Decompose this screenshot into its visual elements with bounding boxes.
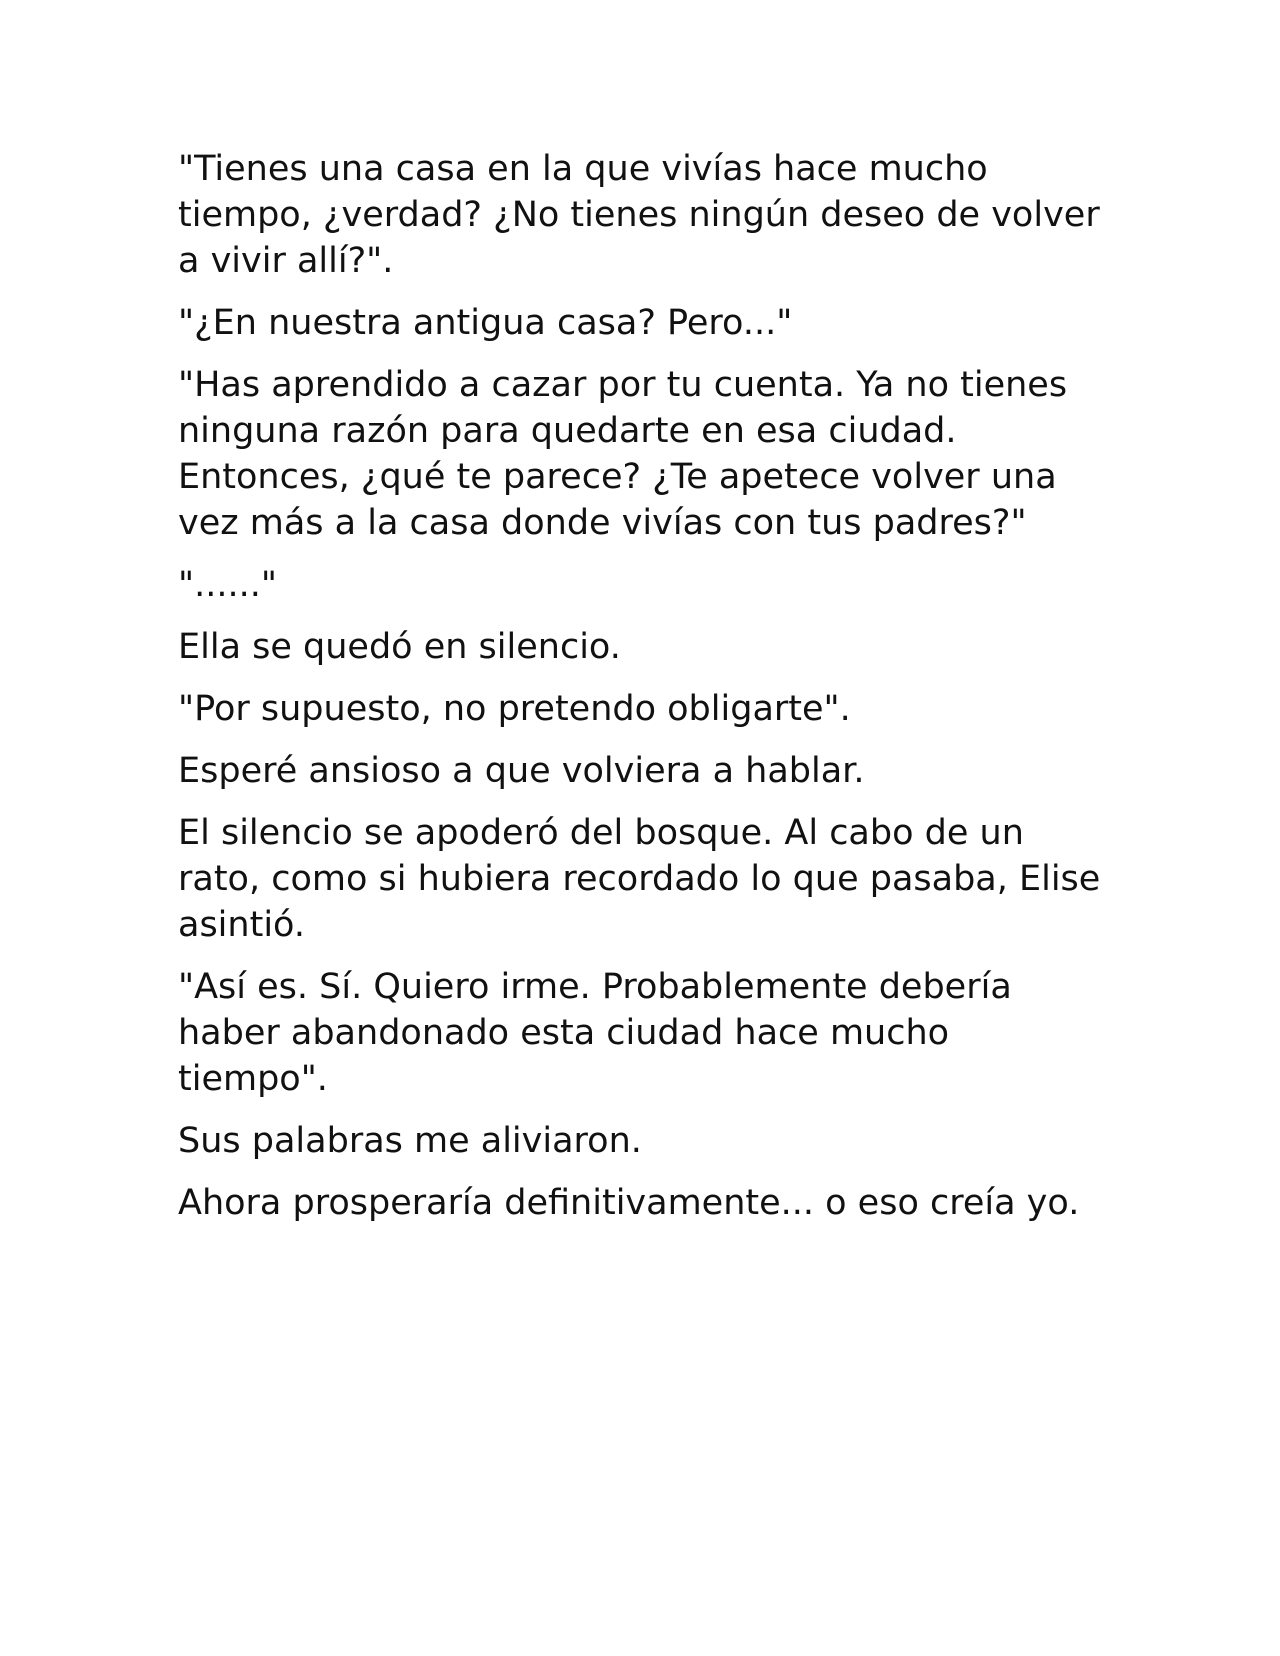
paragraph: Ahora prosperaría definitivamente... o eso creía yo. bbox=[178, 1183, 1080, 1223]
paragraph: "......" bbox=[178, 565, 277, 605]
paragraph: "Has aprendido a cazar por tu cuenta. Ya no tienes ninguna razón para quedarte en esa ciudad. Entonces, ¿qué te parece? ¿Te apetece volver una vez más a la casa donde vivías con tus padres?" bbox=[178, 365, 1068, 543]
paragraph: "Por supuesto, no pretendo obligarte". bbox=[178, 689, 851, 729]
paragraph: El silencio se apoderó del bosque. Al cabo de un rato, como si hubiera recordado lo que pasaba, Elise asintió. bbox=[178, 813, 1101, 945]
paragraph: "Así es. Sí. Quiero irme. Probablemente debería haber abandonado esta ciudad hace mucho tiempo". bbox=[178, 967, 1012, 1099]
document-body bbox=[178, 146, 1108, 1242]
paragraph: Ella se quedó en silencio. bbox=[178, 627, 621, 667]
paragraph: Sus palabras me aliviaron. bbox=[178, 1121, 642, 1161]
paragraph: Esperé ansioso a que volviera a hablar. bbox=[178, 751, 865, 791]
paragraph: "Tienes una casa en la que vivías hace mucho tiempo, ¿verdad? ¿No tienes ningún deseo de volver a vivir allí?". bbox=[178, 149, 1100, 281]
paragraph: "¿En nuestra antigua casa? Pero..." bbox=[178, 303, 793, 343]
